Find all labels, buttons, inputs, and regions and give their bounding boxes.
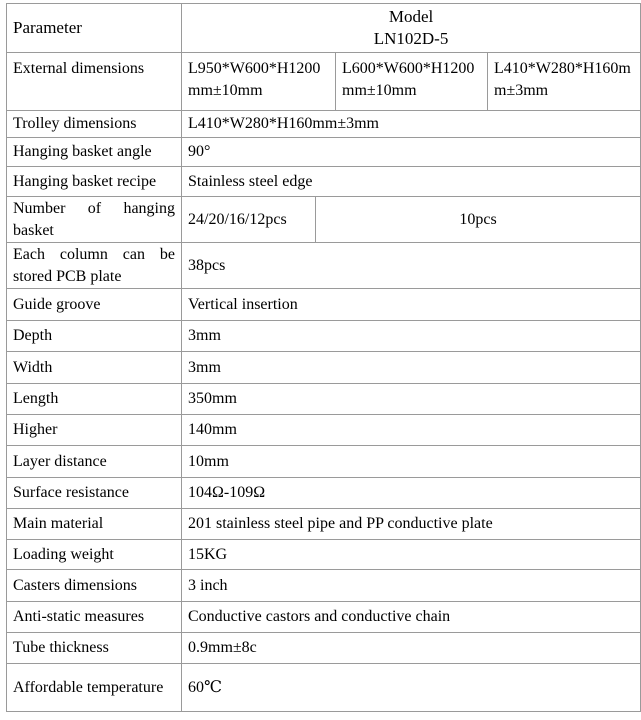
row-value: 90° (182, 138, 641, 167)
table-row (7, 289, 641, 321)
model-header (182, 4, 641, 53)
table-row (7, 664, 641, 712)
row-label: Main material (7, 509, 182, 540)
row-value: 10mm (182, 446, 641, 478)
row-value: 201 stainless steel pipe and PP conductive plate (182, 509, 641, 540)
row-label: Affordable temperature (7, 664, 182, 712)
row-value: 3mm (182, 352, 641, 384)
row-label: Layer distance (7, 446, 182, 478)
row-label: Anti-static measures (7, 602, 182, 633)
table-row (7, 633, 641, 664)
row-label: Trolley dimensions (7, 111, 182, 138)
row-value: 3 inch (182, 570, 641, 602)
row-value: Conductive castors and conductive chain (182, 602, 641, 633)
external-dimensions-value-3: L410*W280*H160mm±3mm (488, 53, 641, 111)
table-row (7, 384, 641, 415)
row-value: 0.9mm±8c (182, 633, 641, 664)
row-label: Surface resistance (7, 478, 182, 509)
row-label: External dimensions (7, 53, 182, 111)
row-value: 350mm (182, 384, 641, 415)
row-label: Casters dimensions (7, 570, 182, 602)
row-label: Hanging basket recipe (7, 167, 182, 197)
table-header-row (7, 4, 641, 53)
row-value: 140mm (182, 415, 641, 446)
row-label: Width (7, 352, 182, 384)
external-dimensions-value-2: L600*W600*H1200mm±10mm (336, 53, 488, 111)
row-value: L410*W280*H160mm±3mm (182, 111, 641, 138)
row-label: Length (7, 384, 182, 415)
table-row (7, 197, 641, 243)
model-value: LN102D-5 (373, 29, 449, 48)
external-dimensions-value-1: L950*W600*H1200mm±10mm (182, 53, 336, 111)
row-value: Vertical insertion (182, 289, 641, 321)
table-row (7, 415, 641, 446)
hanging-basket-count-value-2: 10pcs (316, 197, 641, 243)
row-label: Guide groove (7, 289, 182, 321)
table-row (7, 167, 641, 197)
row-label: Each column can be stored PCB plate (7, 243, 182, 289)
table-row (7, 352, 641, 384)
table-row (7, 509, 641, 540)
table-row (7, 111, 641, 138)
row-label: Tube thickness (7, 633, 182, 664)
table-row (7, 540, 641, 570)
row-label: Loading weight (7, 540, 182, 570)
parameter-header: Parameter (7, 4, 182, 53)
row-value: 15KG (182, 540, 641, 570)
table-row (7, 446, 641, 478)
model-label: Model (388, 7, 434, 26)
row-value: Stainless steel edge (182, 167, 641, 197)
specification-table (6, 3, 641, 712)
table-row (7, 478, 641, 509)
hanging-basket-count-value-1: 24/20/16/12pcs (182, 197, 316, 243)
table-row (7, 321, 641, 352)
row-label: Depth (7, 321, 182, 352)
table-row (7, 602, 641, 633)
row-label: Higher (7, 415, 182, 446)
row-label: Number of hanging basket (7, 197, 182, 243)
table-row (7, 53, 641, 111)
row-label: Hanging basket angle (7, 138, 182, 167)
table-row (7, 243, 641, 289)
row-value: 3mm (182, 321, 641, 352)
table-row (7, 138, 641, 167)
row-value: 104Ω-109Ω (182, 478, 641, 509)
row-value: 38pcs (182, 243, 641, 289)
row-value: 60℃ (182, 664, 641, 712)
table-row (7, 570, 641, 602)
